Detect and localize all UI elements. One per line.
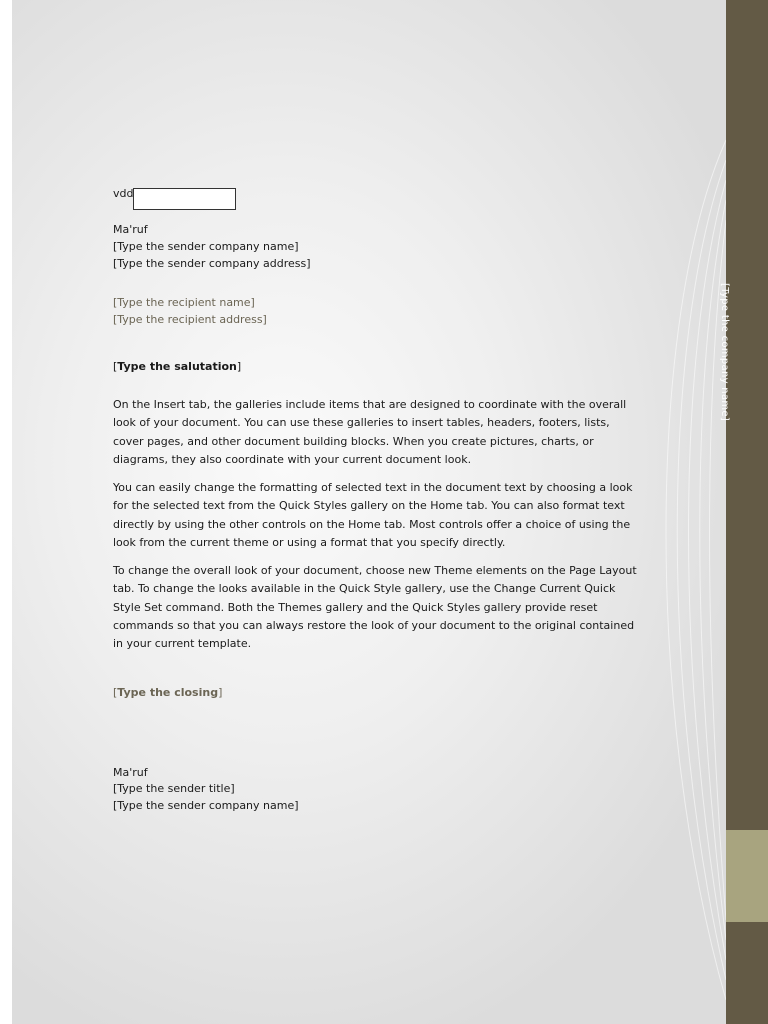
salutation[interactable] xyxy=(113,358,241,375)
company-name-vertical[interactable]: [Type the company name] xyxy=(719,283,730,422)
sidebar-accent-block xyxy=(726,830,768,922)
sender-name[interactable]: Ma'ruf xyxy=(113,223,148,236)
closing-open-bracket: [ xyxy=(113,686,118,699)
closing-text: Type the closing xyxy=(117,686,219,699)
salutation-text: Type the salutation xyxy=(117,360,237,373)
sender-company[interactable]: [Type the sender company name] xyxy=(113,240,299,253)
recipient-address[interactable]: [Type the recipient address] xyxy=(113,313,267,326)
closing[interactable] xyxy=(113,684,222,701)
vdd-label: vdd xyxy=(113,187,134,200)
vdd-text-box[interactable] xyxy=(133,188,236,210)
recipient-name[interactable]: [Type the recipient name] xyxy=(113,296,255,309)
body-paragraph-1[interactable]: On the Insert tab, the galleries include items that are designed to coordinate with the overall look of your document. You can use these galleries to insert tables, headers, footers, lists, cover pages, and other document building blocks. When you create pictures, charts, or diagrams, they also coordinate with your current document look. xyxy=(113,398,627,466)
salutation-close-bracket: ] xyxy=(236,360,242,373)
body-paragraph-2[interactable]: You can easily change the formatting of selected text in the document text by choosing a look for the selected text from the Quick Styles gallery on the Home tab. You can also format text directly by using the other controls on the Home tab. Most controls offer a choice of using the look from the current theme or using a format that you specify directly. xyxy=(113,481,633,549)
signature-name[interactable]: Ma'ruf xyxy=(113,766,148,779)
closing-close-bracket: ] xyxy=(218,686,223,699)
signature-title[interactable]: [Type the sender title] xyxy=(113,782,235,795)
salutation-open-bracket: [ xyxy=(113,360,118,373)
body-paragraph-3[interactable]: To change the overall look of your document, choose new Theme elements on the Page Layout tab. To change the looks available in the Quick Style gallery, use the Change Current Quick Style Set command. Both the Themes gallery and the Quick Styles gallery provide reset commands so that you can always restore the look of your document to the original contained in your current template. xyxy=(113,564,637,651)
signature-company[interactable]: [Type the sender company name] xyxy=(113,799,299,812)
sender-address[interactable]: [Type the sender company address] xyxy=(113,257,311,270)
